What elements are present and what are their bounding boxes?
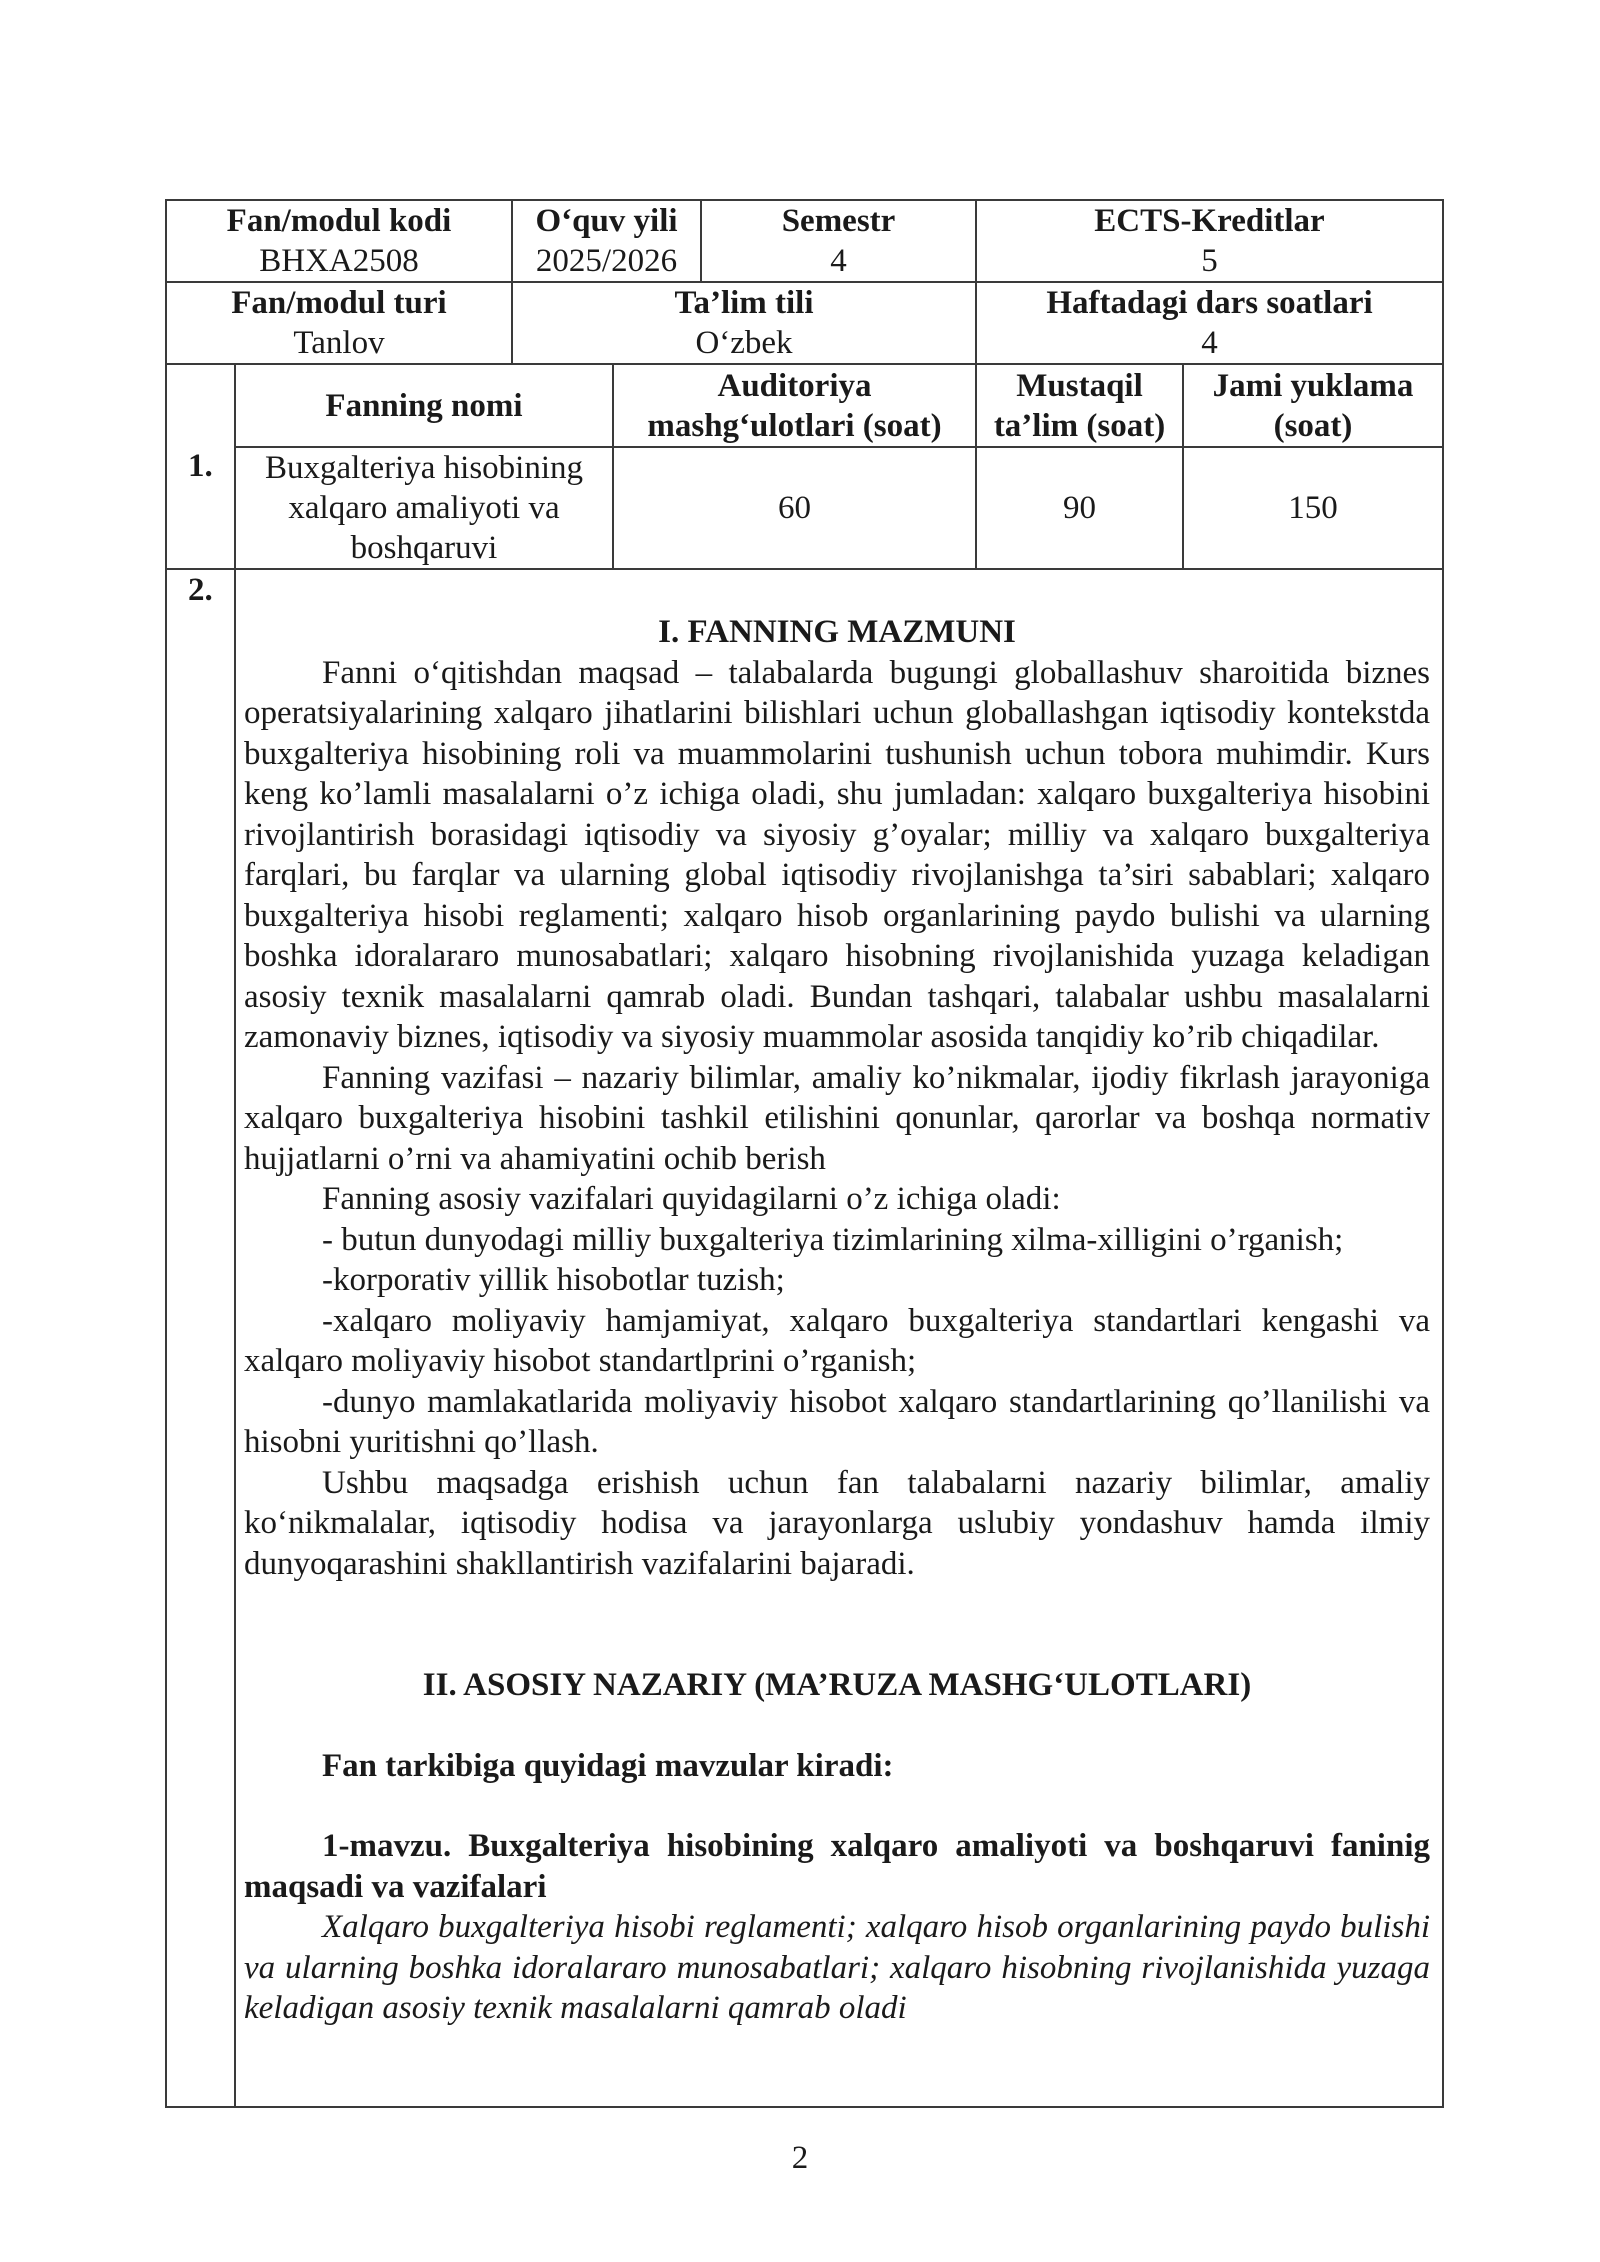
oquv-yili-cell xyxy=(513,201,700,281)
semestr-cell xyxy=(702,201,975,281)
auditoriya-label-2: mashg‘ulotlari (soat) xyxy=(647,407,942,444)
list-item: -dunyo mamlakatlarida moliyaviy hisobot xalqaro standartlarining qo’llanilishi va hisobni yuritishni qo’llash. xyxy=(244,1383,1430,1460)
section-title-2: II. ASOSIY NAZARIY (MA’RUZA MASHG‘ULOTLARI) xyxy=(422,1667,1252,1703)
auditoriya-value-cell xyxy=(614,448,975,568)
mustaqil-label-2: ta’lim (soat) xyxy=(993,407,1166,444)
jami-label-1: Jami yuklama xyxy=(1212,367,1414,404)
table-border xyxy=(234,363,236,2108)
auditoriya-header xyxy=(614,365,975,446)
talim-tili-cell xyxy=(513,283,975,363)
table-border xyxy=(165,568,1444,570)
list-item: -xalqaro moliyaviy hamjamiyat, xalqaro buxgalteriya standartlari kengashi va xalqaro moliyaviy hisobot standartlprini o’rganish; xyxy=(244,1302,1430,1379)
semestr-label: Semestr xyxy=(781,203,896,239)
auditoriya-value: 60 xyxy=(778,490,811,526)
paragraph: Fanning asosiy vazifalari quyidagilarni o’z ichiga oladi: xyxy=(322,1181,1061,1217)
dars-soatlari-label: Haftadagi dars soatlari xyxy=(1046,285,1373,321)
fanning-nomi-header xyxy=(236,365,612,446)
dars-soatlari-value: 4 xyxy=(1201,325,1218,361)
fan-name-line-2: xalqaro amaliyoti va xyxy=(288,490,560,526)
section-2-content xyxy=(244,612,1430,2029)
ects-cell xyxy=(977,201,1442,281)
fan-kodi-label: Fan/modul kodi xyxy=(226,203,452,239)
list-item: -korporativ yillik hisobotlar tuzish; xyxy=(322,1262,785,1298)
semestr-value: 4 xyxy=(830,243,847,279)
oquv-yili-label: O‘quv yili xyxy=(535,203,678,239)
jami-value-cell xyxy=(1184,448,1442,568)
jami-value: 150 xyxy=(1288,490,1338,526)
table-border xyxy=(165,2106,1444,2108)
dars-soatlari-cell xyxy=(977,283,1442,363)
fan-turi-cell xyxy=(167,283,511,363)
ects-label: ECTS-Kreditlar xyxy=(1094,203,1325,239)
paragraph: Fanning vazifasi – nazariy bilimlar, amaliy ko’nikmalar, ijodiy fikrlash jarayoniga xalqaro buxgalteriya hisobini tashkil etilishini qonunlar, qarorlar va boshqa normativ hujjatlarni o’rni va ahamiyatini ochib berish xyxy=(244,1059,1430,1177)
section-title: I. FANNING MAZMUNI xyxy=(658,614,1016,650)
fan-turi-value: Tanlov xyxy=(293,325,385,361)
ects-value: 5 xyxy=(1201,243,1218,279)
fan-turi-label: Fan/modul turi xyxy=(231,285,447,321)
mustaqil-value-cell xyxy=(977,448,1182,568)
paragraph: Ushbu maqsadga erishish uchun fan talabalarni nazariy bilimlar, amaliy ko‘nikmalalar, iqtisodiy hodisa va jarayonlarga uslubiy yondashuv hamda ilmiy dunyoqarashini shakllantirish vazifalarini bajaradi. xyxy=(244,1464,1430,1582)
page-number: 2 xyxy=(791,2140,809,2176)
jami-header xyxy=(1184,365,1442,446)
table-border xyxy=(1442,199,1444,2108)
fan-kodi-cell xyxy=(167,201,511,281)
table-border xyxy=(165,199,167,2108)
talim-tili-value: O‘zbek xyxy=(695,325,793,361)
mustaqil-label-1: Mustaqil xyxy=(1016,367,1143,404)
jami-label-2: (soat) xyxy=(1273,407,1353,444)
paragraph: Fanni o‘qitishdan maqsad – talabalarda bugungi globallashuv sharoitida biznes operatsiyalarining xalqaro jihatlarini bilishlari uchun globallashgan iqtisodiy kontekstda buxgalteriya hisobining roli va muammolarini tushunish uchun tobora muhimdir. Kurs keng ko’lamli masalalarni o’z ichiga oladi, shu jumladan: xalqaro buxgalteriya hisobini rivojlantirish borasidagi iqtisodiy va siyosiy g’oyalar; milliy va xalqaro buxgalteriya farqlari, bu farqlar va ularning global iqtisodiy rivojlanishga ta’siri sabablari; xalqaro buxgalteriya hisobi reglamenti; xalqaro hisob organlarining paydo bulishi va ularning boshka idoralararo munosabatlari; xalqaro hisobning rivojlanishida yuzaga keladigan asosiy texnik masalalarni qamrab oladi. Bundan tashqari, talabalar ushbu masalalarni zamonaviy biznes, iqtisodiy va siyosiy muammolar asosida tanqidiy ko’rib chiqadilar. xyxy=(244,654,1430,1055)
fanning-nomi-label: Fanning nomi xyxy=(325,387,523,424)
oquv-yili-value: 2025/2026 xyxy=(535,243,678,279)
topic-text: Xalqaro buxgalteriya hisobi reglamenti; xalqaro hisob organlarining paydo bulishi va ularning boshka idoralararo munosabatlari; xalqaro hisobning rivojlanishida yuzaga keladigan asosiy texnik masalalarni qamrab oladi xyxy=(244,1909,1430,2026)
fan-name-line-1: Buxgalteriya hisobining xyxy=(264,450,584,486)
auditoriya-label-1: Auditoriya xyxy=(717,367,872,404)
mustaqil-value: 90 xyxy=(1063,490,1096,526)
section-number-1: 1. xyxy=(188,448,213,484)
talim-tili-label: Ta’lim tili xyxy=(674,285,814,321)
list-item: - butun dunyodagi milliy buxgalteriya tizimlarining xilma-xilligini o’rganish; xyxy=(322,1221,1344,1258)
topics-intro: Fan tarkibiga quyidagi mavzular kiradi: xyxy=(322,1747,894,1784)
fan-name-cell xyxy=(236,448,612,568)
mustaqil-header xyxy=(977,365,1182,446)
section-number-2: 2. xyxy=(188,572,213,608)
fan-name-line-3: boshqaruvi xyxy=(350,530,498,566)
topic-title: 1-mavzu. Buxgalteriya hisobining xalqaro amaliyoti va boshqaruvi faninig maqsadi va vazifalari xyxy=(244,1828,1430,1905)
fan-kodi-value: BHXA2508 xyxy=(259,243,419,279)
